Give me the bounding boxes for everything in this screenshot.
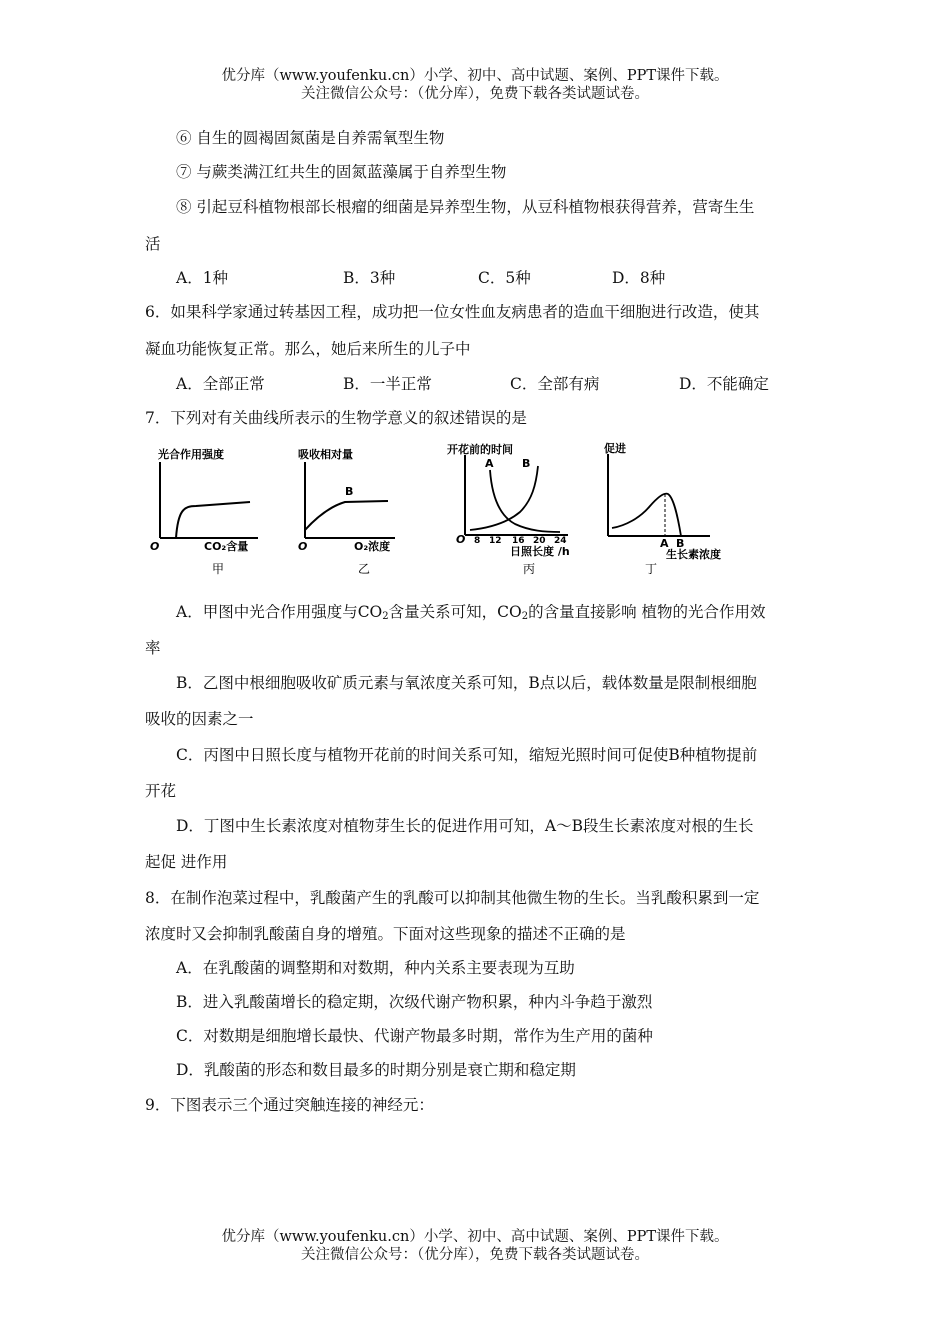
q5-option-d: D．8种 [612,269,666,287]
yi-xlabel: O₂浓度 [354,540,391,553]
figure-jia [150,447,258,576]
q6-stem-line-2: 凝血功能恢复正常。那么，她后来所生的儿子中 [145,340,471,358]
bing-tick-16: 16 [512,536,525,546]
q6-stem-line-1: 6．如果科学家通过转基因工程，成功把一位女性血友病患者的造血干细胞进行改造，使其 [145,303,760,321]
header-line-2: 关注微信公众号：（优分库），免费下载各类试题试卷。 [301,86,649,102]
q7-option-a-line-2: 率 [145,639,161,657]
item-7: ⑦ 与蕨类满江红共生的固氮蓝藻属于自养型生物 [176,163,507,181]
q7-option-c-line-2: 开花 [145,782,177,800]
bing-curve-a: A [485,457,494,470]
yi-origin: O [298,540,308,553]
q7-option-a-line-1: A．甲图中光合作用强度与$CO_2$含量关系可知，$CO_2$的含量直接影响 植物的光合作用效 [176,603,766,622]
q7-option-b-line-1: B．乙图中根细胞吸收矿质元素与氧浓度关系可知，B点以后，载体数量是限制根细胞 [176,674,757,692]
footer-line-1: 优分库（www.youfenku.cn）小学、初中、高中试题、案例、PPT课件下载。 [221,1229,729,1245]
q8-option-b: B．进入乳酸菌增长的稳定期，次级代谢产物积累，种内斗争趋于激烈 [176,993,653,1011]
yi-ylabel: 吸收相对量 [298,448,353,461]
q8-stem-line-1: 8．在制作泡菜过程中，乳酸菌产生的乳酸可以抑制其他微生物的生长。当乳酸积累到一定 [145,889,760,907]
q6-option-b: B．一半正常 [343,375,432,393]
bing-caption: 丙 [523,562,536,576]
item-8-line-2: 活 [145,235,161,253]
figure-ding [604,441,721,576]
q8-option-a: A．在乳酸菌的调整期和对数期，种内关系主要表现为互助 [176,959,575,977]
q6-option-c: C．全部有病 [510,375,600,393]
q8-stem-line-2: 浓度时又会抑制乳酸菌自身的增殖。下面对这些现象的描述不正确的是 [145,925,626,943]
q6-option-d: D．不能确定 [679,375,769,393]
bing-tick-20: 20 [533,536,546,546]
jia-ylabel: 光合作用强度 [158,448,224,461]
ding-caption: 丁 [645,562,658,576]
bing-xlabel: 日照长度 /h [510,545,570,558]
q7-figures [140,440,800,580]
yi-point-b: B [345,485,354,498]
bing-tick-12: 12 [489,536,502,546]
bing-curve-b: B [522,457,531,470]
bing-tick-24: 24 [554,536,567,546]
q5-option-a: A．1种 [176,269,229,287]
item-8-line-1: ⑧ 引起豆科植物根部长根瘤的细菌是异养型生物，从豆科植物根获得营养，营寄生生 [176,198,755,216]
ding-xlabel: 生长素浓度 [666,548,721,561]
yi-caption: 乙 [358,562,371,576]
figure-yi [298,447,395,576]
q9-stem: 9．下图表示三个通过突触连接的神经元： [145,1096,434,1114]
ding-point-b: B [676,537,685,550]
bing-ylabel: 开花前的时间 [447,443,513,456]
footer-line-2: 关注微信公众号：（优分库），免费下载各类试题试卷。 [301,1247,649,1263]
bing-tick-8: 8 [474,536,481,546]
q8-option-d: D．乳酸菌的形态和数目最多的时期分别是衰亡期和稳定期 [176,1061,576,1079]
q7-option-d-line-2: 起促 进作用 [145,853,228,871]
header-line-1: 优分库（www.youfenku.cn）小学、初中、高中试题、案例、PPT课件下载。 [221,68,729,84]
q7-stem: 7．下列对有关曲线所表示的生物学意义的叙述错误的是 [145,409,527,427]
q5-option-c: C．5种 [478,269,531,287]
q7-option-d-line-1: D．丁图中生长素浓度对植物芽生长的促进作用可知，A～B段生长素浓度对根的生长 [176,817,754,835]
ding-ylabel: 促进 [604,442,626,455]
figure-bing [447,442,570,576]
jia-origin: O [150,540,160,553]
item-6: ⑥ 自生的圆褐固氮菌是自养需氧型生物 [176,129,445,147]
q7-option-b-line-2: 吸收的因素之一 [145,710,254,728]
ding-point-a: A [660,537,669,550]
jia-xlabel: CO₂含量 [204,540,249,553]
bing-origin: O [456,533,466,546]
q8-option-c: C．对数期是细胞增长最快、代谢产物最多时期，常作为生产用的菌种 [176,1027,653,1045]
q7-option-c-line-1: C．丙图中日照长度与植物开花前的时间关系可知，缩短光照时间可促使B种植物提前 [176,746,758,764]
q6-option-a: A．全部正常 [176,375,265,393]
q5-option-b: B．3种 [343,269,396,287]
jia-caption: 甲 [212,562,225,576]
